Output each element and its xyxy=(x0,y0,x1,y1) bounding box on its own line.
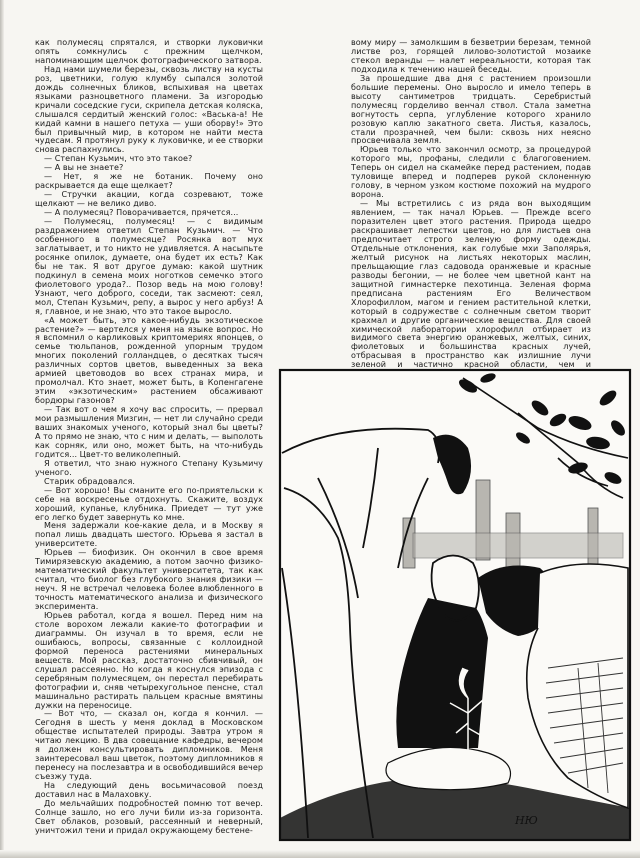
article-left-column xyxy=(35,39,263,836)
paragraph: — Вот хорошо! Вы сманите его по-приятельски к себе на воскресенье отдохнуть. Скажите, воздух хороший, купанье, клубника. Приедет — тут уже его легко будет завернуть ко мне. xyxy=(35,485,263,522)
paragraph: Юрьев только что закончил осмотр, за процедурой которого мы, профаны, следили с благоговением. Теперь он сидел на скамейке перед растением, подав туловище вперед и подперев рукой склоненную голову, в черном узком костюме похожий на мудрого ворона. xyxy=(351,145,591,200)
paragraph: Юрьев — биофизик. Он окончил в свое время Тимирязевскую академию, а потом заочно физико-математический факультет университета, так как считал, что биолог без глубокого знания физики — неуч. Я не встречал человека более влюбленного в точность математического анализа и физического эксперимента. xyxy=(35,548,263,612)
paragraph: — Полумесяц, полумесяц! — с видимым раздражением ответил Степан Кузьмич. — Что особенного в полумесяце? Росянка вот мух заглатывает, и то никто не удивляется. А насыпьте росянке опилок, думаете, она будет их есть? Как бы не так. Я вот другое думаю: какой шутник подкинул в семена моих ноготков семечко этого фиолетового урода?.. Позор ведь на мою голову! Узнают, чего доброго, соседи, так засмеют: сеял, мол, Степан Кузьмич, репу, а вырос у него арбуз! А я, главное, и не знаю, что это такое выросло. xyxy=(35,217,263,316)
paragraph: как полумесяц спрятался, и створки луковички опять сомкнулись с прежним щелчком, напоминающим щелчок фотографического затвора. xyxy=(35,38,263,65)
paragraph: — А полумесяц? Поворачивается, прячется... xyxy=(44,208,239,218)
page-bottom-shadow xyxy=(0,850,640,858)
paragraph: — Нет, я же не ботаник. Почему оно раскрывается да еще щелкает? xyxy=(35,172,263,191)
story-illustration xyxy=(278,368,632,842)
paragraph: На следующий день восьмичасовой поезд доставил нас в Малаховку. xyxy=(35,781,263,800)
paragraph: За прошедшие два дня с растением произошли большие перемены. Оно выросло и имело теперь в высоту сантиметров тридцать. Серебристый полумесяц горделиво венчал ствол. Стала заметна вогнутость серпа, углубление которого хранило розовую каплю закатного света. Листья, казалось, стали прозрачней, чем были: сквозь них неясно просвечивала земля. xyxy=(351,73,591,146)
paragraph: — А вы не знаете? xyxy=(44,163,124,173)
artist-signature: НЮ xyxy=(515,814,538,827)
paragraph: Я ответил, что знаю нужного Степану Кузьмичу ученого. xyxy=(35,458,263,477)
paragraph: — Стручки акации, когда созревают, тоже щелкают — не велико диво. xyxy=(35,190,263,209)
paragraph: «А может быть, это какое-нибудь экзотическое растение?» — вертелся у меня на языке вопрос. Но я вспомнил о карликовых криптомериях японцев, о семье тюльпанов, рожденной упорным трудом многих поколений голландцев, о десятках тысяч различных сортов цветов, выведенных за века армией цветоводов во всех странах мира, и промолчал. Кто знает, может быть, в Копенгагене этим «экзотическим» растением обсаживают бордюры газонов? xyxy=(35,315,263,406)
paragraph: — Степан Кузьмич, что это такое? xyxy=(44,154,193,164)
paragraph: Меня задержали кое-какие дела, и в Москву я попал лишь двадцать шестого. Юрьева я застал в университете. xyxy=(35,521,263,549)
paragraph: — Так вот о чем я хочу вас спросить, — прервал мои размышления Мизгин, — нет ли случайно среди ваших знакомых ученого, который знал бы цветы? А то прямо не знаю, что с ним и делать, — выполоть как сорняк, или оно, может быть, на что-нибудь годится... Цвет-то великолепный. xyxy=(35,405,263,459)
paragraph: До мельчайших подробностей помню тот вечер. Солнце зашло, но его лучи били из-за горизонта. Свет облаков, розовый, рассеянный и неверный, уничтожил тени и придал окружающему бестене- xyxy=(35,799,263,835)
ink-drawing xyxy=(278,368,632,842)
article-right-column xyxy=(351,39,591,406)
paragraph: вому миру — замолкшим в безветрии березам, темной листве роз, горящей лилово-золотистой мозаике стекол веранды — налет нереальности, которая так подходила к течению нашей беседы. xyxy=(351,38,591,74)
paragraph: Старик обрадовался. xyxy=(44,476,135,486)
paragraph: — Мы встретились с из ряда вон выходящим явлением, — так начал Юрьев. — Прежде всего поразителен цвет этого растения. Природа щедро раскрашивает лепестки цветов, но для листьев она предпочитает строго зеленую форму одежды. Отдельные отклонения, как голубые мхи Заполярья, желтый рисунок на листьях некоторых маслин, прельщающие глаз садовода оранжевые и красные разводы бегонии, — не более чем цветной кант на защитной гимнастерке пехотинца. Зеленая форма предписана растениям Его Величеством Хлорофиллом, магом и гением растительной клетки, который в содружестве с солнечным светом творит крахмал и другие органические вещества. Для своей химической лаборатории хлорофилл отбирает из видимого света энергию оранжевых, желтых, синих, фиолетовых и большинства красных лучей, отбрасывая в пространство как излишние лучи зеленой и частично красной области, чем и xyxy=(351,199,591,370)
paragraph: Над нами шумели березы, сквозь листву на кусты роз, цветники, голую клумбу сыпался золотой дождь солнечных бликов, вспыхивая на цветах языками разноцветного пламени. За изгородью кричали соседские гуси, скрипела детская коляска, слышался сердитый женский голос: «Васька-а! Не кидай камни в нашего петуха — уши оборву!» Это был привычный мир, в котором не найти места чудесам. Я протянул руку к луковичке, и ее створки снова распахнулись. xyxy=(35,64,263,155)
page-edge-shadow xyxy=(0,0,4,858)
paragraph: — Вот что, — сказал он, когда я кончил. — Сегодня в шесть у меня доклад в Московском обществе испытателей природы. Завтра утром я читаю лекцию. В два совещание кафедры, вечером я должен консультировать дипломников. Меня заинтересовал ваш цветок, поэтому дипломников я перенесу на послезавтра и в освободившийся вечер съезжу туда. xyxy=(35,709,263,782)
paragraph: Юрьев работал, когда я вошел. Перед ним на столе ворохом лежали какие-то фотографии и диаграммы. Он изучал в то время, если не ошибаюсь, вопросы, связанные с коллоидной формой переноса растениями минеральных веществ. Мой рассказ, достаточно сбивчивый, он слушал рассеянно. Но когда я коснулся эпизода с серебряным полумесяцем, он перестал перебирать фотографии и, сняв четырехугольное пенсне, стал машинально растирать пальцем красные вмятины дужки на переносице. xyxy=(35,611,263,710)
